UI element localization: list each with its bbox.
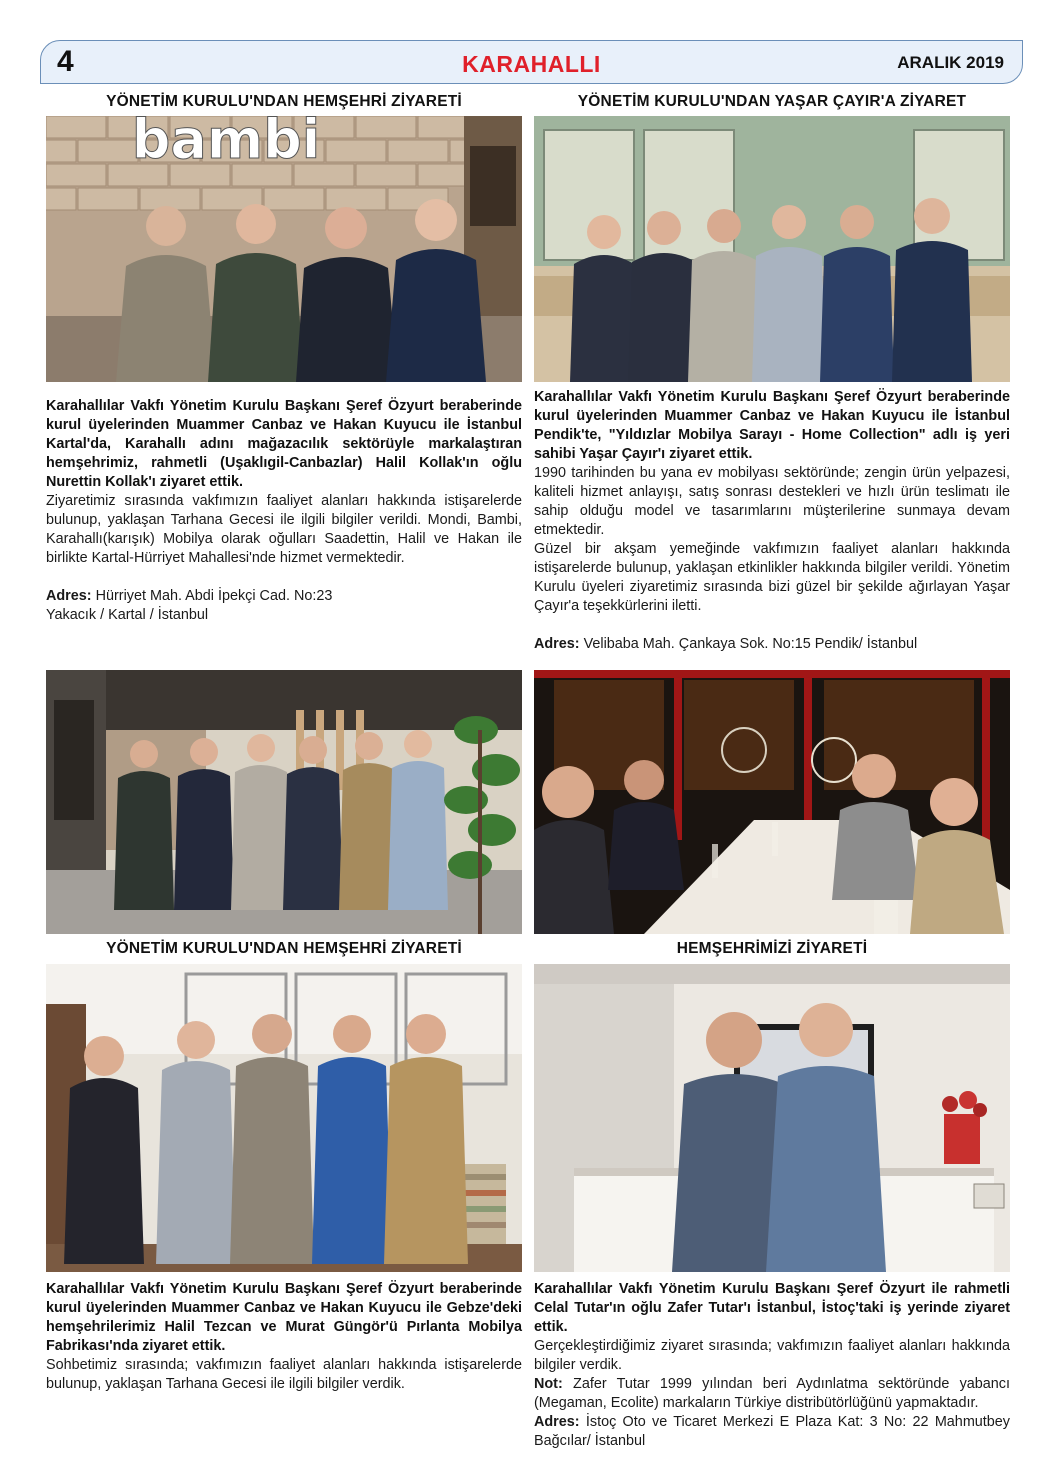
- article-pendik: [534, 388, 1010, 654]
- article-kartal-body: Ziyaretimiz sırasında vakfımızın faaliyet alanları hakkında istişarelerde bulunup, yaklaşan Tarhana Gecesi ile ilgili bilgiler verildi. Mondi, Bambi, Karahallı(karışık) Mobilya olarak oğulları Saadettin, Halil ve Hakan ile birlikte Kartal-Hürriyet Mahallesi'nde hizmet vermektedir.: [46, 493, 522, 566]
- article-pendik-address-label: Adres:: [534, 636, 580, 652]
- article-istoc-body: Gerçekleştirdiğimiz ziyaret sırasında; vakfımızın faaliyet alanları hakkında bilgiler verdik.: [534, 1338, 1010, 1373]
- photo-factory-visit: [46, 964, 522, 1272]
- section-title-bottom-left: YÖNETİM KURULU'NDAN HEMŞEHRİ ZİYARETİ: [106, 940, 462, 957]
- article-kartal-address-label: Adres:: [46, 588, 92, 604]
- article-istoc-note: Zafer Tutar 1999 yılından beri Aydınlatma sektöründe yabancı (Megaman, Ecolite) markaların Türkiye distribütörlüğünü yapmaktadır.: [534, 1376, 1011, 1411]
- store-sign-text: bambi: [131, 116, 321, 171]
- article-gebze-lead: Karahallılar Vakfı Yönetim Kurulu Başkanı Şeref Özyurt beraberinde kurul üyelerinden Muammer Canbaz ve Hakan Kuyucu ile Gebze'deki hemşehrilerimiz Halil Tezcan ve Murat Güngör'ü Pırlanta Mobilya Fabrikası'nda ziyaret ettik.: [46, 1281, 522, 1354]
- article-kartal-address-line1: Hürriyet Mah. Abdi İpekçi Cad. No:23: [95, 588, 333, 604]
- article-istoc-address-label: Adres:: [534, 1414, 580, 1430]
- section-title-bottom-right: HEMŞEHRİMİZİ ZİYARETİ: [676, 940, 868, 957]
- article-pendik-body2: Güzel bir akşam yemeğinde vakfımızın faaliyet alanları hakkında istişarelerde bulunup, yaklaşan etkinlikler hakkında bilgiler verildi. Yönetim Kurulu üyeleri ziyaretimiz sırasında bizi güzel bir şekilde ağırlayan Yaşar Çayır'a teşekkürlerini iletti.: [534, 541, 1010, 614]
- article-kartal: [46, 397, 522, 625]
- issue-date: ARALIK 2019: [897, 53, 1004, 72]
- photo-bambi-store-visit: [46, 116, 522, 382]
- article-pendik-lead: Karahallılar Vakfı Yönetim Kurulu Başkanı Şeref Özyurt beraberinde kurul üyelerinden Muammer Canbaz ve Hakan Kuyucu ile İstanbul Pendik'te, "Yıldızlar Mobilya Sarayı - Home Collection" adlı iş yeri sahibi Yaşar Çayır'ı ziyaret ettik.: [534, 389, 1010, 462]
- masthead-title: KARAHALLI: [462, 51, 601, 77]
- article-gebze-body: Sohbetimiz sırasında; vakfımızın faaliyet alanları hakkında istişarelerde bulunup, yaklaşan Tarhana Gecesi ile ilgili bilgiler verdik.: [46, 1357, 522, 1392]
- section-title-top-right: YÖNETİM KURULU'NDAN YAŞAR ÇAYIR'A ZİYARET: [577, 93, 967, 110]
- article-istoc: [534, 1280, 1010, 1451]
- article-kartal-address-line2: Yakacık / Kartal / İstanbul: [46, 607, 209, 623]
- photo-store-interior-group: [46, 670, 522, 934]
- page-number: 4: [57, 45, 74, 78]
- article-istoc-lead: Karahallılar Vakfı Yönetim Kurulu Başkanı Şeref Özyurt ile rahmetli Celal Tutar'ın oğlu Zafer Tutar'ı İstanbul, İstoç'taki iş yerinde ziyaret ettik.: [534, 1281, 1010, 1335]
- article-istoc-address: İstoç Oto ve Ticaret Merkezi E Plaza Kat: 3 No: 22 Mahmutbey Bağcılar/ İstanbul: [534, 1414, 1011, 1449]
- photo-yasar-cayir-visit: [534, 116, 1010, 382]
- photo-office-visit: [534, 964, 1010, 1272]
- article-pendik-body1: 1990 tarihinden bu yana ev mobilyası sektöründe; zengin ürün yelpazesi, kaliteli hizmet anlayışı, satış sonrası destekleri ve hızlı ürün teslimatı ile sahip olduğu model ve tasarımlarını müşterilerine sunmaya devam etmektedir.: [534, 465, 1010, 538]
- section-title-top-left: YÖNETİM KURULU'NDAN HEMŞEHRİ ZİYARETİ: [106, 93, 462, 110]
- article-istoc-note-label: Not:: [534, 1376, 563, 1392]
- page-header: [40, 40, 1023, 84]
- photo-dinner-visit: [534, 670, 1010, 934]
- article-gebze: [46, 1280, 522, 1394]
- article-pendik-address: Velibaba Mah. Çankaya Sok. No:15 Pendik/ İstanbul: [583, 636, 918, 652]
- article-kartal-lead: Karahallılar Vakfı Yönetim Kurulu Başkanı Şeref Özyurt beraberinde kurul üyelerinden Muammer Canbaz ve Hakan Kuyucu ile İstanbul Kartal'da, Karahallı adını mağazacılık sektörüyle markalaştıran hemşehrimiz, rahmetli (Uşaklıgil-Canbazlar) Halil Kollak'ın oğlu Nurettin Kollak'ı ziyaret ettik.: [46, 398, 522, 490]
